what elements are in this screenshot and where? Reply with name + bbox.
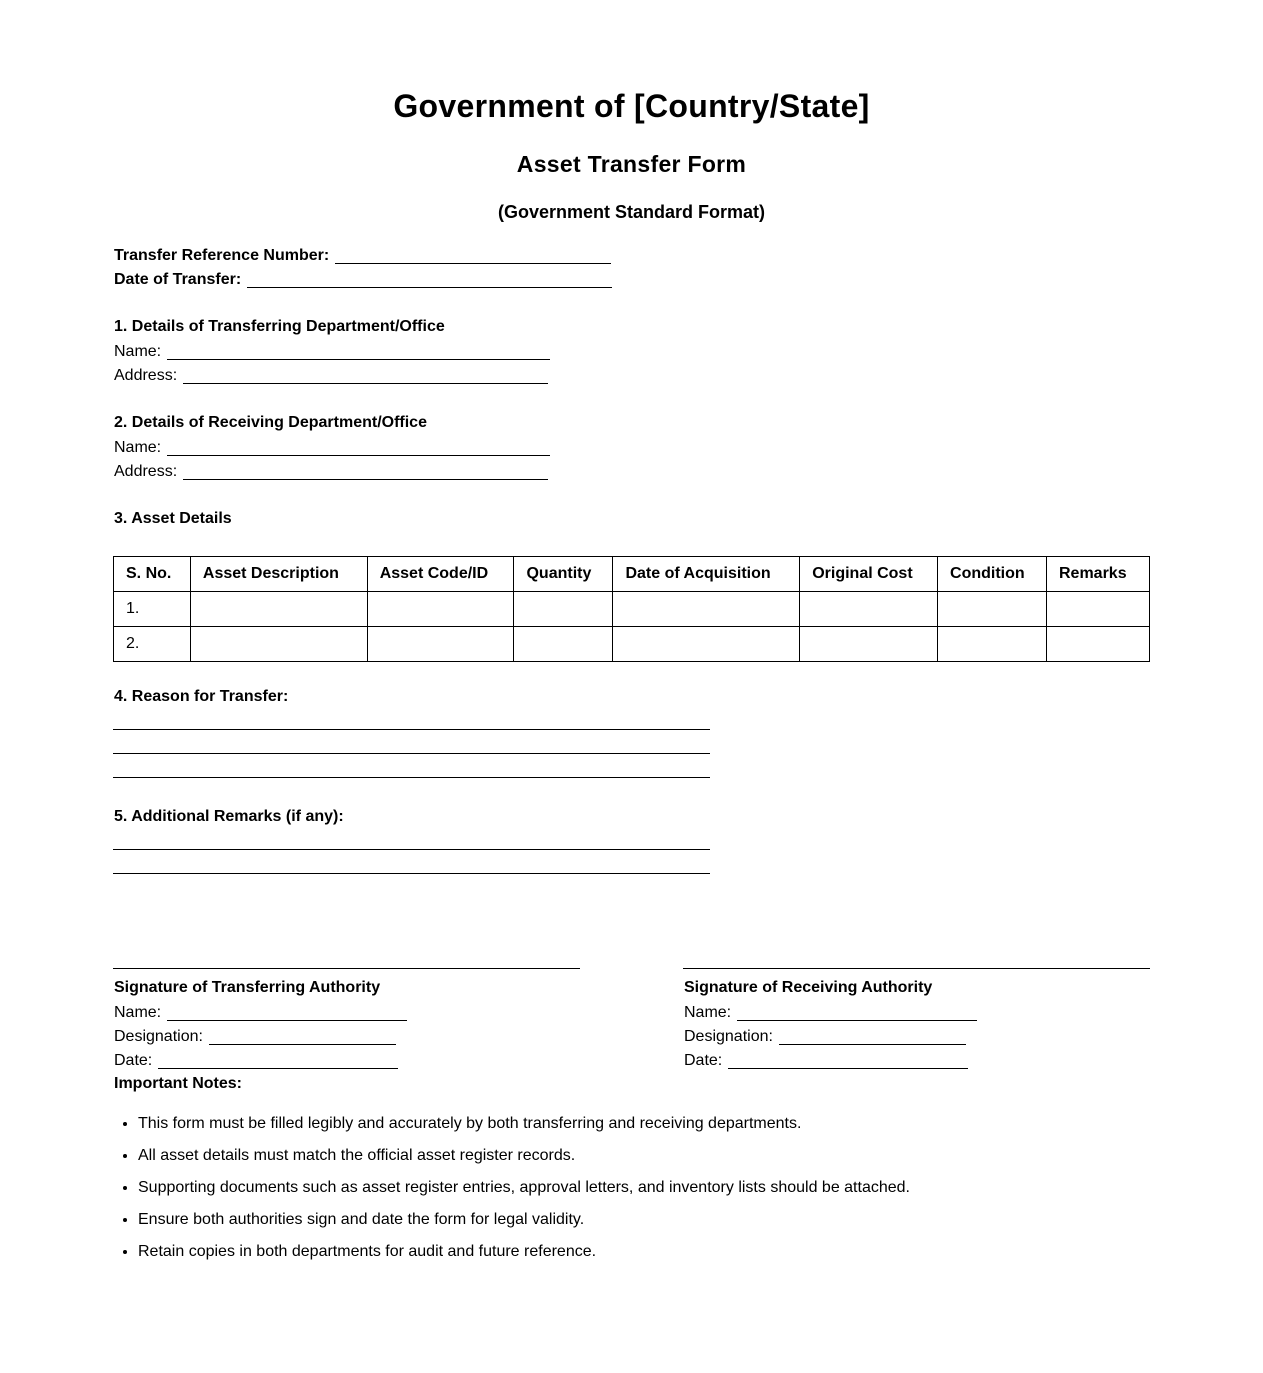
section-asset-details-heading: 3. Asset Details	[114, 510, 232, 527]
table-row	[114, 627, 1150, 662]
reason-line-3[interactable]	[113, 777, 710, 778]
table-cell[interactable]	[190, 592, 367, 627]
column-header-remarks: Remarks	[1047, 557, 1150, 592]
page-title: Government of [Country/State]	[393, 88, 870, 124]
transfer-date-field[interactable]	[247, 273, 612, 288]
receiving-address-field[interactable]	[183, 465, 548, 480]
table-cell[interactable]	[613, 627, 800, 662]
section-transferring-heading: 1. Details of Transferring Department/Office	[114, 318, 445, 335]
transferring-signature-title: Signature of Transferring Authority	[114, 979, 381, 996]
receiving-authority-designation-label: Designation:	[684, 1028, 773, 1045]
table-row	[114, 592, 1150, 627]
receiving-authority-name-row	[684, 1002, 977, 1022]
table-cell[interactable]	[613, 592, 800, 627]
column-header-quantity: Quantity	[514, 557, 613, 592]
transferring-authority-designation-field[interactable]	[209, 1030, 396, 1045]
receiving-authority-name-label: Name:	[684, 1004, 732, 1021]
form-title: Asset Transfer Form	[516, 151, 747, 177]
column-header-date-of-acquisition: Date of Acquisition	[613, 557, 800, 592]
transferring-address-label: Address:	[114, 367, 178, 384]
column-header-original-cost: Original Cost	[800, 557, 938, 592]
receiving-name-row	[114, 437, 550, 457]
important-notes-heading: Important Notes:	[114, 1075, 242, 1092]
receiving-authority-date-row	[684, 1050, 968, 1070]
receiving-signature-line[interactable]	[683, 968, 1150, 969]
transfer-reference-field[interactable]	[335, 249, 611, 264]
remarks-line-2[interactable]	[113, 873, 710, 874]
reason-line-2[interactable]	[113, 753, 710, 754]
table-header-row	[114, 557, 1150, 592]
receiving-authority-designation-field[interactable]	[779, 1030, 966, 1045]
table-cell-s-no: 2.	[114, 627, 191, 662]
table-cell[interactable]	[514, 627, 613, 662]
transferring-authority-name-label: Name:	[114, 1004, 162, 1021]
column-header-asset-description: Asset Description	[190, 557, 367, 592]
receiving-signature-title: Signature of Receiving Authority	[684, 979, 933, 996]
remarks-line-1[interactable]	[113, 849, 710, 850]
receiving-name-label: Name:	[114, 439, 162, 456]
transferring-authority-date-label: Date:	[114, 1052, 153, 1069]
section-receiving-heading: 2. Details of Receiving Department/Office	[114, 414, 427, 431]
receiving-authority-designation-row	[684, 1026, 966, 1046]
section-reason-heading: 4. Reason for Transfer:	[114, 688, 289, 705]
transferring-address-field[interactable]	[183, 369, 548, 384]
transferring-address-row	[114, 365, 548, 385]
important-notes-list	[114, 1112, 910, 1272]
transferring-authority-designation-label: Designation:	[114, 1028, 203, 1045]
receiving-authority-date-label: Date:	[684, 1052, 723, 1069]
transfer-reference-label: Transfer Reference Number:	[114, 247, 330, 264]
list-item: • Ensure both authorities sign and date the form for legal validity.	[138, 1208, 910, 1240]
asset-details-table	[113, 556, 1150, 662]
table-cell[interactable]	[938, 627, 1047, 662]
transferring-signature-line[interactable]	[113, 968, 580, 969]
list-item: • Supporting documents such as asset register entries, approval letters, and inventory lists should be attached.	[138, 1176, 910, 1208]
list-item: • Retain copies in both departments for audit and future reference.	[138, 1240, 910, 1272]
receiving-authority-date-field[interactable]	[728, 1054, 968, 1069]
transferring-authority-name-row	[114, 1002, 407, 1022]
transfer-date-label: Date of Transfer:	[114, 271, 242, 288]
transferring-name-field[interactable]	[167, 345, 550, 360]
transferring-authority-designation-row	[114, 1026, 396, 1046]
reason-line-1[interactable]	[113, 729, 710, 730]
receiving-name-field[interactable]	[167, 441, 550, 456]
form-format-note: (Government Standard Format)	[497, 202, 766, 222]
column-header-asset-code: Asset Code/ID	[367, 557, 514, 592]
transferring-authority-date-field[interactable]	[158, 1054, 398, 1069]
table-cell[interactable]	[514, 592, 613, 627]
transfer-date-row	[114, 269, 612, 289]
transferring-authority-name-field[interactable]	[167, 1006, 407, 1021]
transfer-reference-row	[114, 245, 611, 265]
transferring-authority-date-row	[114, 1050, 398, 1070]
receiving-address-row	[114, 461, 548, 481]
table-cell[interactable]	[800, 592, 938, 627]
column-header-s-no: S. No.	[114, 557, 191, 592]
list-item: • This form must be filled legibly and accurately by both transferring and receiving departments.	[138, 1112, 910, 1144]
receiving-authority-name-field[interactable]	[737, 1006, 977, 1021]
table-cell[interactable]	[367, 592, 514, 627]
section-additional-remarks-heading: 5. Additional Remarks (if any):	[114, 808, 344, 825]
table-cell[interactable]	[800, 627, 938, 662]
table-cell[interactable]	[938, 592, 1047, 627]
table-cell[interactable]	[1047, 592, 1150, 627]
table-cell[interactable]	[367, 627, 514, 662]
transferring-name-row	[114, 341, 550, 361]
column-header-condition: Condition	[938, 557, 1047, 592]
list-item: • All asset details must match the official asset register records.	[138, 1144, 910, 1176]
table-cell[interactable]	[190, 627, 367, 662]
receiving-address-label: Address:	[114, 463, 178, 480]
table-cell-s-no: 1.	[114, 592, 191, 627]
table-cell[interactable]	[1047, 627, 1150, 662]
transferring-name-label: Name:	[114, 343, 162, 360]
